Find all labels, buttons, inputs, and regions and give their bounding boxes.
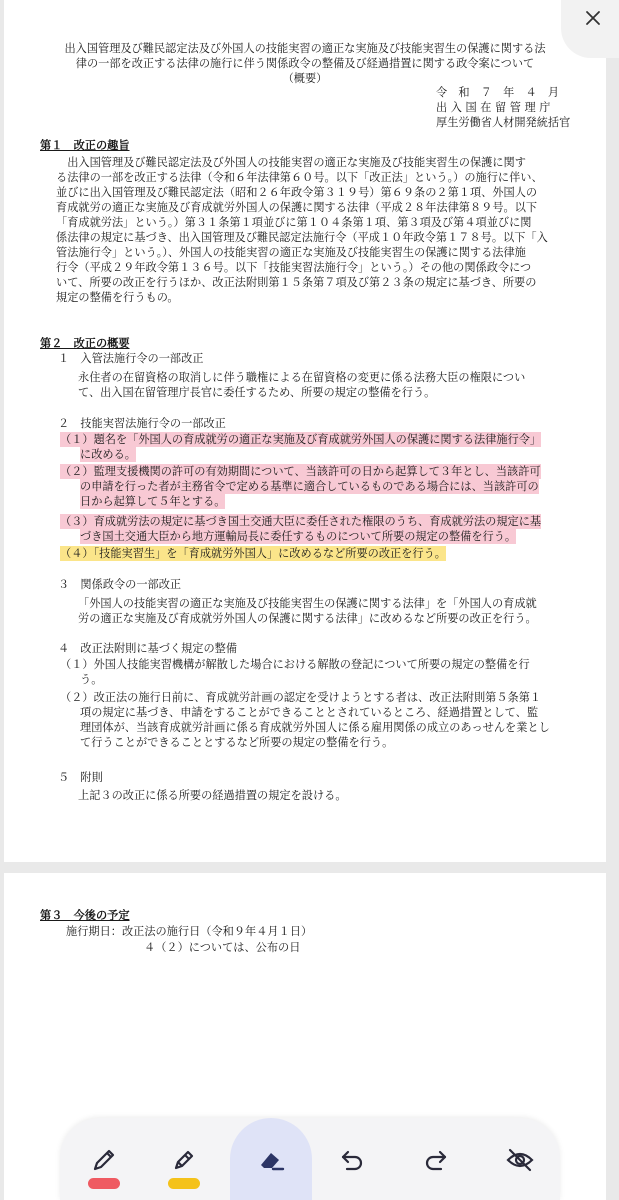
pen-tool-button[interactable] (74, 1118, 134, 1200)
section-2-heading: 第２ 改正の概要 (40, 336, 130, 350)
section-2-2-title: ２ 技能実習法施行令の一部改正 (58, 417, 226, 430)
pen-icon (90, 1146, 118, 1174)
section-2-1-line: て、出入国在留管理庁長官に委任するため、所要の規定の整備を行う。 (78, 386, 436, 399)
highlighter-icon (170, 1146, 198, 1174)
section-1-line: 行令（平成２９年政令第１３６号。以下「技能実習法施行令」という。）その他の関係政令につ (56, 261, 532, 274)
undo-icon (338, 1146, 366, 1174)
section-1-line: 「育成就労法」という。）第３１条第１項並びに第１０４条第１項、第３項及び第４項並びに関 (56, 216, 532, 229)
close-icon (585, 10, 601, 26)
redo-icon (422, 1146, 450, 1174)
close-button[interactable] (561, 0, 619, 58)
redo-button[interactable] (406, 1118, 466, 1200)
section-2-1-line: 永住者の在留資格の取消しに伴う職権による在留資格の変更に係る法務大臣の権限につい (78, 371, 526, 384)
section-1-heading: 第１ 改正の趣旨 (40, 138, 130, 152)
doc-title-line-1: 出入国管理及び難民認定法及び外国人の技能実習の適正な実施及び技能実習生の保護に関する法 (64, 42, 546, 55)
eye-off-icon (505, 1146, 535, 1174)
doc-title-line-2: 律の一部を改正する法律の施行に伴う関係政令の整備及び経過措置に関する政令案について (75, 57, 535, 70)
section-2-5-line: 上記３の改正に係る所要の経過措置の規定を設ける。 (78, 789, 347, 802)
highlighted-item: （３）育成就労法の規定に基づき国土交通大臣に委任された権限のうち、育成就労法の規定に基 (60, 515, 542, 528)
highlighted-item: の申請を行った者が主務省令で定める基準に適合しているものである場合には、当該許可の (80, 480, 539, 493)
doc-date: 令 和 ７ 年 ４ 月 (436, 86, 560, 99)
document-page-1 (4, 0, 606, 862)
section-1-line: 出入国管理及び難民認定法及び外国人の技能実習の適正な実施及び技能実習生の保護に関す (56, 156, 526, 169)
section-1-line: 規定の整備を行うもの。 (56, 291, 179, 304)
section-2-4-line: （１）外国人技能実習機構が解散した場合における解散の登記について所要の規定の整備を行 (60, 658, 530, 671)
highlighter-color-swatch (168, 1178, 200, 1189)
highlighted-item: （１）題名を「外国人の育成就労の適正な実施及び育成就労外国人の保護に関する法律施行令」 (60, 433, 542, 446)
section-2-4-line: 項の規定に基づき、申請をすることができることとされているところ、経過措置として、監 (80, 706, 539, 719)
pen-color-swatch (88, 1178, 120, 1189)
section-2-3-line: 「外国人の技能実習の適正な実施及び技能実習生の保護に関する法律」を「外国人の育成就 (78, 597, 537, 610)
section-1-line: 管法施行令」という。）、外国人の技能実習の適正な実施及び技能実習生の保護に関する法律施 (56, 246, 526, 259)
section-1-line: る法律の一部を改正する法律（令和６年法律第６０号。以下「改正法」という。）の施行に伴い、 (56, 171, 543, 184)
section-2-4-line: う。 (80, 673, 103, 686)
hide-annotations-button[interactable] (490, 1118, 550, 1200)
section-2-3-line: 労の適正な実施及び育成就労外国人の保護に関する法律」に改めるなど所要の改正を行う。 (78, 612, 537, 625)
section-2-4-title: ４ 改正法附則に基づく規定の整備 (58, 642, 238, 655)
highlighted-item: 日から起算して５年とする。 (80, 495, 226, 508)
doc-issuer-2: 厚生労働省人材開発統括官 (436, 116, 571, 129)
undo-button[interactable] (322, 1118, 382, 1200)
section-1-line: 育成就労の適正な実施及び育成就労外国人の保護に関する法律（平成２８年法律第８９号。以下 (56, 201, 538, 214)
section-1-line: 並びに出入国管理及び難民認定法（昭和２６年政令第３１９号）第６９条の２第１項、外国人の (56, 186, 538, 199)
highlighted-item: （２）監理支援機関の許可の有効期間について、当該許可の日から起算して３年とし、当該許可 (60, 465, 541, 478)
eraser-tool-button[interactable] (241, 1118, 301, 1200)
doc-issuer-1: 出 入 国 在 留 管 理 庁 (436, 101, 551, 114)
section-2-1-title: １ 入管法施行令の一部改正 (58, 352, 204, 365)
doc-title-line-3: （概要） (282, 72, 328, 85)
section-2-5-title: ５ 附則 (58, 771, 103, 784)
section-2-4-line: 理団体が、当該育成就労計画に係る育成就労外国人に係る雇用関係の成立のあっせんを業とし (80, 721, 550, 734)
section-1-line: 係法律の規定に基づき、出入国管理及び難民認定法施行令（平成１０年政令第１７８号。以下「入 (56, 231, 548, 244)
annotation-toolbar (60, 1118, 560, 1200)
section-2-4-line: て行うことができることとするなど所要の規定の整備を行う。 (80, 736, 394, 749)
highlighted-item: （４）「技能実習生」を「育成就労外国人」に改めるなど所要の改正を行う。 (60, 547, 446, 560)
highlighter-tool-button[interactable] (154, 1118, 214, 1200)
section-3-line: 施行期日：改正法の施行日（令和９年４月１日） (66, 925, 313, 938)
highlighted-item: づき国土交通大臣から地方運輸局長に委任するものについて所要の規定の整備を行う。 (80, 530, 517, 543)
eraser-icon (255, 1146, 287, 1174)
section-2-4-line: （２）改正法の施行日前に、育成就労計画の認定を受けようとする者は、改正法附則第５条第１ (60, 691, 542, 704)
section-1-line: いて、所要の改正を行うほか、改正法附則第１５条第７項及び第２３条の規定に基づき、所要の (56, 276, 537, 289)
section-3-line: ４（２）については、公布の日 (144, 941, 301, 954)
section-2-3-title: ３ 関係政令の一部改正 (58, 578, 182, 591)
section-3-heading: 第３ 今後の予定 (40, 908, 130, 922)
highlighted-item: に改める。 (80, 448, 136, 461)
